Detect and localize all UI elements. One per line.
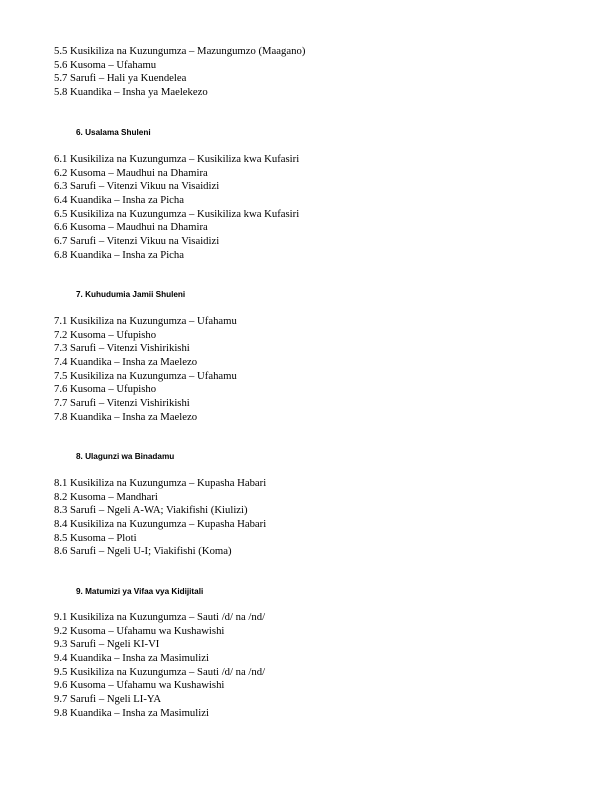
section-heading: 6. Usalama Shuleni xyxy=(76,128,151,137)
list-item: 7.1 Kusikiliza na Kuzungumza – Ufahamu xyxy=(54,315,237,327)
list-item: 8.1 Kusikiliza na Kuzungumza – Kupasha Habari xyxy=(54,477,267,489)
list-item: 7.5 Kusikiliza na Kuzungumza – Ufahamu xyxy=(54,369,237,382)
section-heading: 8. Ulagunzi wa Binadamu xyxy=(76,452,175,461)
list-item: 6.6 Kusoma – Maudhui na Dhamira xyxy=(54,221,208,234)
list-item: 9.3 Sarufi – Ngeli KI-VI xyxy=(54,638,160,651)
list-item: 8.3 Sarufi – Ngeli A-WA; Viakifishi (Kiulizi) xyxy=(54,504,248,517)
list-item: 9.6 Kusoma – Ufahamu wa Kushawishi xyxy=(54,679,225,692)
list-item: 6.1 Kusikiliza na Kuzungumza – Kusikiliza kwa Kufasiri xyxy=(54,153,300,165)
list-item: 7.7 Sarufi – Vitenzi Vishirikishi xyxy=(54,397,190,410)
section-7-list xyxy=(54,315,237,425)
list-item: 6.5 Kusikiliza na Kuzungumza – Kusikiliza kwa Kufasiri xyxy=(54,207,300,220)
list-item: 6.7 Sarufi – Vitenzi Vikuu na Visaidizi xyxy=(54,235,220,248)
list-item: 7.6 Kusoma – Ufupisho xyxy=(54,383,157,396)
list-item: 6.3 Sarufi – Vitenzi Vikuu na Visaidizi xyxy=(54,180,220,193)
list-item: 9.5 Kusikiliza na Kuzungumza – Sauti /d/ na /nd/ xyxy=(54,665,266,678)
list-item: 9.8 Kuandika – Insha za Masimulizi xyxy=(54,706,209,719)
list-item: 9.2 Kusoma – Ufahamu wa Kushawishi xyxy=(54,624,225,637)
list-item: 5.5 Kusikiliza na Kuzungumza – Mazungumzo (Maagano) xyxy=(54,45,306,57)
list-item: 6.2 Kusoma – Maudhui na Dhamira xyxy=(54,166,208,179)
list-item: 5.7 Sarufi – Hali ya Kuendelea xyxy=(54,72,187,85)
section-6-list xyxy=(54,153,299,263)
list-item: 7.8 Kuandika – Insha za Maelezo xyxy=(54,410,198,423)
list-item: 5.8 Kuandika – Insha ya Maelekezo xyxy=(54,86,208,99)
list-item: 5.6 Kusoma – Ufahamu xyxy=(54,58,157,71)
list-item: 7.4 Kuandika – Insha za Maelezo xyxy=(54,356,198,369)
list-item: 8.4 Kusikiliza na Kuzungumza – Kupasha Habari xyxy=(54,518,267,531)
section-9-list xyxy=(54,611,265,721)
list-item: 8.6 Sarufi – Ngeli U-I; Viakifishi (Koma) xyxy=(54,545,232,558)
list-item: 7.3 Sarufi – Vitenzi Vishirikishi xyxy=(54,342,190,355)
list-item: 9.4 Kuandika – Insha za Masimulizi xyxy=(54,652,209,665)
section-heading: 9. Matumizi ya Vifaa vya Kidijitali xyxy=(76,587,204,596)
list-item: 9.1 Kusikiliza na Kuzungumza – Sauti /d/ na /nd/ xyxy=(54,611,266,623)
list-item: 8.5 Kusoma – Ploti xyxy=(54,531,137,544)
list-item: 6.8 Kuandika – Insha za Picha xyxy=(54,248,184,261)
list-item: 6.4 Kuandika – Insha za Picha xyxy=(54,194,184,207)
section-heading: 7. Kuhudumia Jamii Shuleni xyxy=(76,290,186,299)
list-item: 9.7 Sarufi – Ngeli LI-YA xyxy=(54,693,162,706)
section-8-list xyxy=(54,477,266,559)
list-item: 8.2 Kusoma – Mandhari xyxy=(54,490,158,503)
list-item: 7.2 Kusoma – Ufupisho xyxy=(54,328,157,341)
section-5-continuation-list xyxy=(54,45,305,100)
